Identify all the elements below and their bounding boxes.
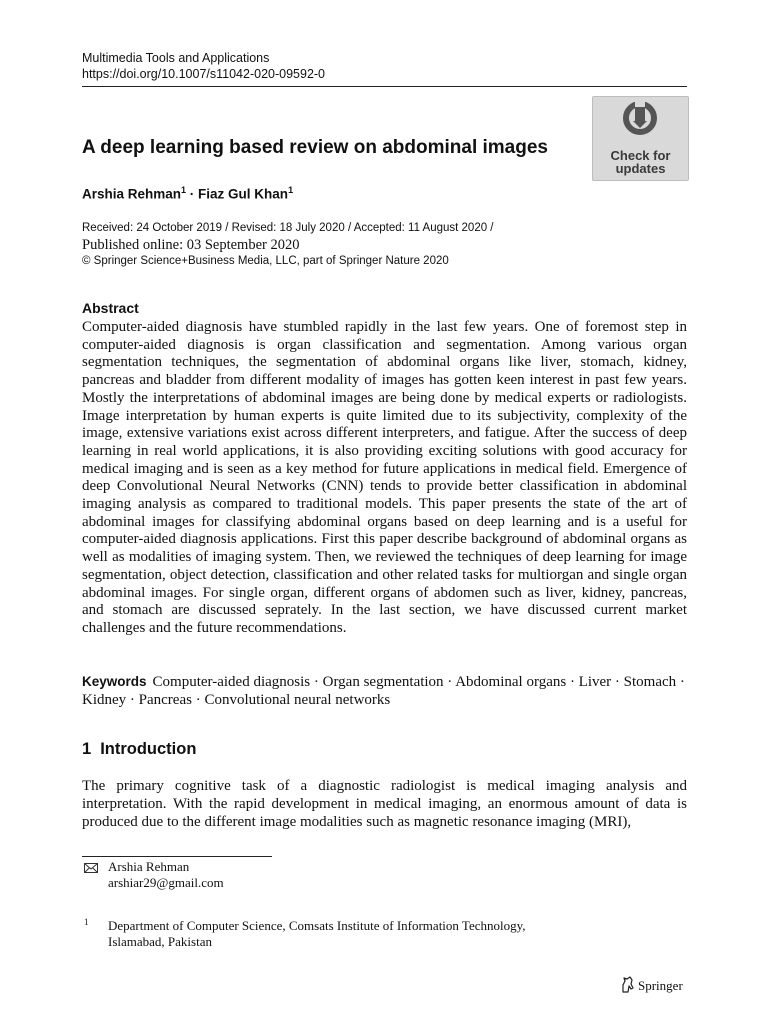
abstract-heading: Abstract xyxy=(82,300,139,316)
doi-link[interactable]: https://doi.org/10.1007/s11042-020-09592-0 xyxy=(82,67,326,81)
abstract-text: Computer-aided diagnosis have stumbled rapidly in the last few years. One of foremost step in computer-aided diagnosis is organ classification and segmentation. Among various organ segmentation techniques, the segmentation of abdominal organs like liver, stomach, kidney, pancreas and bladder from different modality of images has gotten keen interest in past few years. Mostly the interpretations of abdominal images are being done by medical experts or radiologists. Image interpretation by human experts is quite limited due to its subjectivity, complexity of the image, extensive variations exist across different interpreters, and fatigue. After the success of deep learning in real world applications, it is also providing exciting solutions with good accuracy for medical imaging and is seen as a key method for future applications in medical field. Emergence of deep Convolutional Neural Networks (CNN) tends to provide better classification in abdominal imaging analysis as compared to traditional models. This paper presents the state of the art of abdominal images for classifying abdominal organs based on deep learning and is a useful for computer-aided diagnosis applications. First this paper describe background of abdominal organs as well as modalities of imaging system. Then, we reviewed the techniques of deep learning for image segmentation, object detection, classification and other related tasks for multiorgan and single organ abdominal images. For single organ, different organs of abdomen such as liver, kidney, pancreas, and stomach are discussed seprately. In the last section, we have discussed current market challenges and the future recommendations. xyxy=(82,319,687,636)
affiliation-line: Department of Computer Science, Comsats Institute of Information Technology, xyxy=(108,918,526,933)
corresponding-author-name: Arshia Rehman xyxy=(108,859,190,874)
article-history: Received: 24 October 2019 / Revised: 18 July 2020 / Accepted: 11 August 2020 / xyxy=(82,222,494,234)
badge-line-2: updates xyxy=(615,161,666,176)
check-for-updates-badge[interactable] xyxy=(592,96,689,181)
author-list xyxy=(82,185,293,202)
affiliation-text xyxy=(108,918,608,950)
section-number: 1 xyxy=(82,740,92,758)
publisher-name: Springer xyxy=(638,978,683,993)
corresponding-author-email[interactable]: arshiar29@gmail.com xyxy=(108,875,224,890)
affiliation-number: 1 xyxy=(84,917,89,927)
author-name[interactable]: Fiaz Gul Khan xyxy=(198,186,289,202)
journal-header xyxy=(82,50,325,82)
header-rule xyxy=(82,86,687,87)
paper-title: A deep learning based review on abdominal images xyxy=(82,137,548,158)
affiliation-line: Islamabad, Pakistan xyxy=(108,934,212,949)
author-affiliation-mark: 1 xyxy=(288,185,294,195)
section-heading-introduction xyxy=(82,740,196,759)
keywords-text: Computer-aided diagnosis · Organ segmentation · Abdominal organs · Liver · Stomach · Kidney · Pancreas · Convolutional neural networks xyxy=(82,674,685,708)
keywords-heading: Keywords xyxy=(82,674,147,689)
published-date: Published online: 03 September 2020 xyxy=(82,237,300,253)
badge-line-1: Check for xyxy=(610,148,671,163)
check-for-updates-icon xyxy=(623,101,657,135)
author-name[interactable]: Arshia Rehman xyxy=(82,186,182,202)
author-affiliation-mark: 1 xyxy=(181,185,187,195)
copyright-line: © Springer Science+Business Media, LLC, part of Springer Nature 2020 xyxy=(82,255,449,267)
keywords-block xyxy=(82,673,687,709)
footnote-rule xyxy=(82,856,272,857)
section-title: Introduction xyxy=(100,740,197,758)
author-separator: · xyxy=(186,186,199,202)
introduction-text: The primary cognitive task of a diagnostic radiologist is medical imaging analysis and interpretation. With the rapid development in medical imaging, an enormous amount of data is produced due to the different image modalities such as magnetic resonance imaging (MRI), xyxy=(82,778,687,830)
journal-name: Multimedia Tools and Applications xyxy=(82,51,270,65)
springer-horse-icon xyxy=(620,976,636,994)
envelope-icon xyxy=(84,863,98,873)
